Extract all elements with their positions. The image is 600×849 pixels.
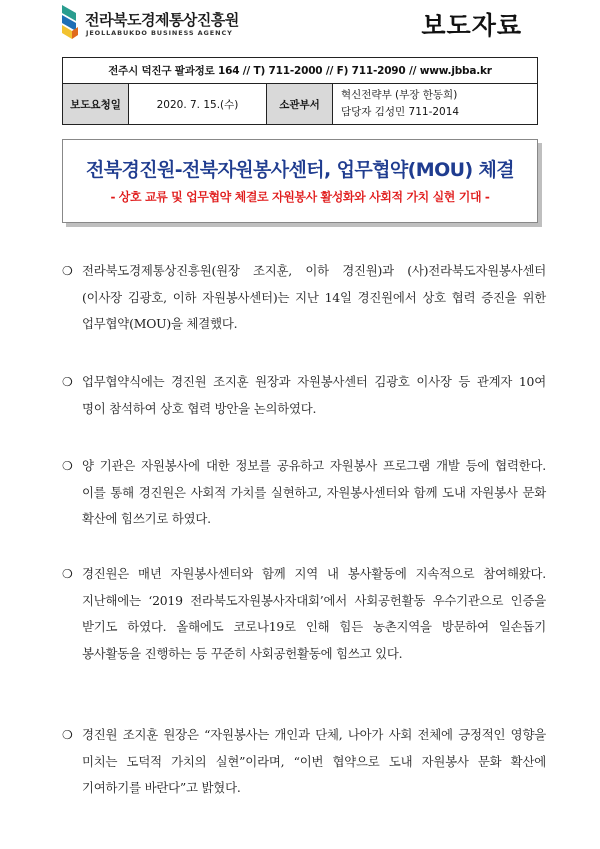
press-info-table [62,57,538,125]
body-paragraph [62,453,546,533]
dept-contact: 담당자 김성민 711-2014 [341,106,460,118]
body-paragraph [62,722,546,802]
doc-type-title: 보도자료 [421,11,522,40]
bullet-circle-icon: ❍ [62,728,73,742]
paragraph-text: 양 기관은 자원봉사에 대한 정보를 공유하고 자원봉사 프로그램 개발 등에 협력한다. 이를 통해 경진원은 사회적 가치를 실현하고, 자원봉사센터와 함께 도내 자원봉사 문화 확산에 힘쓰기로 하였다. [82,458,546,526]
contact-address: 전주시 덕진구 팔과정로 164 // T) 711-2000 // F) 711-2090 // www.jbba.kr [63,58,538,84]
body-paragraph [62,561,546,667]
body-paragraph [62,369,546,422]
dept-info [333,84,538,125]
headline: 전북경진원-전북자원봉사센터, 업무협약(MOU) 체결 [85,159,515,181]
org-logo [58,3,258,45]
date-label: 보도요청일 [63,84,129,125]
bullet-circle-icon: ❍ [62,459,73,473]
bullet-circle-icon: ❍ [62,375,73,389]
paragraph-text: 전라북도경제통상진흥원(원장 조지훈, 이하 경진원)과 (사)전라북도자원봉사센터(이사장 김광호, 이하 자원봉사센터)는 지난 14일 경진원에서 상호 협력 증진을 위한 업무협약(MOU)을 체결했다. [82,263,546,331]
date-value: 2020. 7. 15.(수) [129,84,267,125]
dept-label: 소관부서 [267,84,333,125]
paragraph-text: 경진원은 매년 자원봉사센터와 함께 지역 내 봉사활동에 지속적으로 참여해왔다. 지난해에는 ‘2019 전라북도자원봉사자대회’에서 사회공헌활동 우수기관으로 인증을 받기도 하였다. 올해에도 코로나19로 인해 힘든 농촌지역을 방문하여 일손돕기 봉사활동을 진행하는 등 꾸준히 사회공헌활동에 힘쓰고 있다. [82,566,546,661]
body-paragraph [62,258,546,338]
org-name-ko: 전라북도경제통상진흥원 [85,11,239,29]
org-name-en: JEOLLABUKDO BUSINESS AGENCY [86,29,233,37]
paragraph-text: 업무협약식에는 경진원 조지훈 원장과 자원봉사센터 김광호 이사장 등 관계자 10여 명이 참석하여 상호 협력 방안을 논의하였다. [82,374,546,416]
dept-name: 혁신전략부 (부장 한동희) [341,89,458,101]
paragraph-text: 경진원 조지훈 원장은 “자원봉사는 개인과 단체, 나아가 사회 전체에 긍정적인 영향을 미치는 도덕적 가치의 실현”이라며, “이번 협약으로 도내 자원봉사 문화 확산에 기여하기를 바란다”고 밝혔다. [82,727,546,795]
subheadline: - 상호 교류 및 업무협약 체결로 자원봉사 활성화와 사회적 가치 실현 기대 - [110,190,490,204]
bullet-circle-icon: ❍ [62,264,73,278]
bullet-circle-icon: ❍ [62,567,73,581]
headline-box [62,139,538,223]
logo-mark-icon [58,3,80,43]
